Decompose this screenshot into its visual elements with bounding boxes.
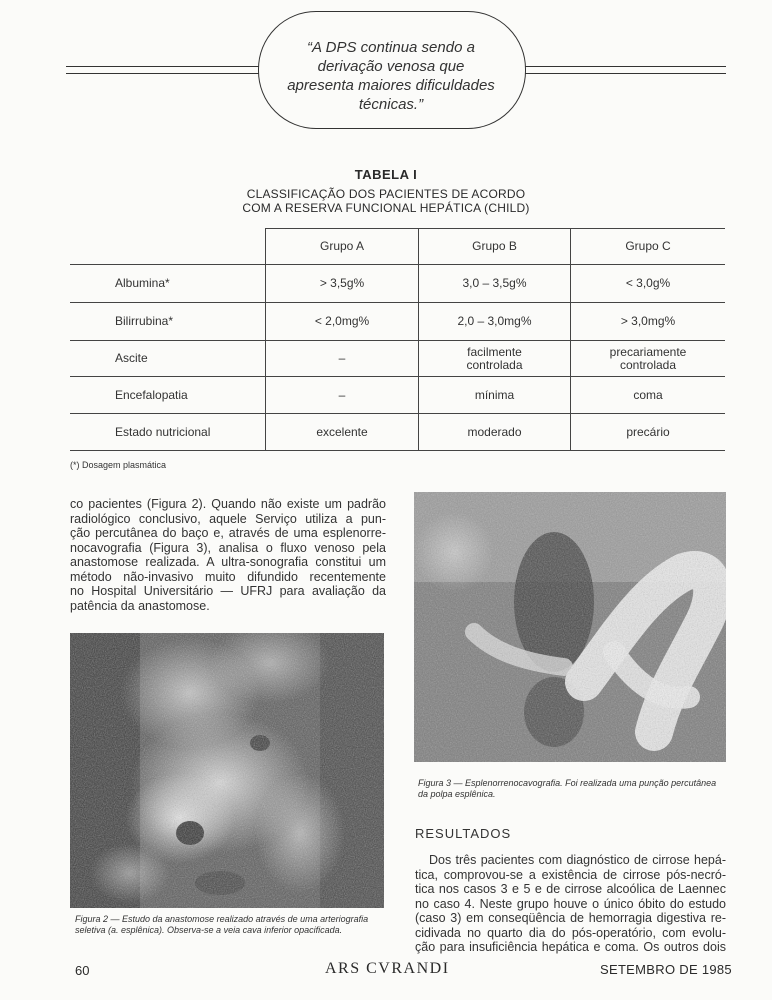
figure-3-radiograph (414, 492, 726, 762)
table-header-grupo-a: Grupo A (319, 239, 365, 253)
text-line: Dos três pacientes com diagnóstico de cirrose hepá- (429, 853, 726, 867)
text-line: co pacientes (Figura 2). Quando não existe um padrão (70, 497, 386, 511)
table-header-grupo-c: Grupo C (625, 239, 671, 253)
table-row-label: Estado nutricional (115, 424, 211, 439)
table-cell: – (338, 387, 346, 402)
table-footnote: (*) Dosagem plasmática (70, 460, 167, 470)
table-cell: moderado (467, 424, 522, 439)
table-cell: > 3,5g% (319, 276, 365, 290)
text-line: radiológico conclusivo, aquele Serviço utiliza a pun- (70, 511, 386, 526)
issue-date: SETEMBRO DE 1985 (600, 962, 732, 977)
table-cell: < 3,0g% (625, 276, 671, 290)
text-line: (caso 3) em conseqüência de hemorragia digestiva re- (415, 911, 726, 925)
figure-2-caption: Figura 2 — Estudo da anastomose realizado através de uma arteriografia seletiva (a. esplênica). Observa-se a veia cava inferior opacificada. (75, 914, 369, 935)
text-line: anastomose realizada. A ultra-sonografia constitui um (70, 555, 386, 569)
table-cell: facilmente controlada (466, 344, 523, 372)
pull-quote: “A DPS continua sendo a derivação venosa que apresenta maiores dificuldades técnicas.” (287, 39, 495, 113)
table-cell: > 3,0mg% (620, 314, 676, 328)
table-title: TABELA I (354, 167, 418, 182)
journal-name: ARS CVRANDI (325, 960, 450, 977)
figure-2-radiograph (70, 633, 384, 908)
table-cell: 2,0 – 3,0mg% (457, 314, 532, 328)
table-cell: – (338, 351, 346, 365)
table-row-label: Ascite (115, 351, 148, 365)
figure-3-caption: Figura 3 — Esplenorrenocavografia. Foi realizada uma punção percutânea da polpa esplênica. (418, 778, 717, 799)
table-cell: < 2,0mg% (314, 314, 370, 328)
results-heading: RESULTADOS (415, 826, 512, 841)
page-number: 60 (75, 963, 90, 978)
table-subtitle-line1: CLASSIFICAÇÃO DOS PACIENTES DE ACORDO (246, 187, 526, 201)
table-subtitle (0, 187, 772, 215)
table-row-label: Albumina* (115, 276, 170, 290)
text-line: patência da anastomose. (70, 598, 210, 613)
table-header-grupo-b: Grupo B (472, 239, 517, 253)
text-line: no caso 4. Neste grupo houve o único óbito do estudo (415, 896, 726, 911)
text-line: tica, comprovou-se a existência de cirrose pós-necró- (415, 867, 726, 882)
table-row-label: Encefalopatia (115, 387, 188, 402)
text-line: nocavografia (Figura 3), analisa o fluxo venoso pela (70, 540, 386, 555)
text-line: tica nos casos 3 e 5 e de cirrose alcoólica de Laennec (415, 882, 726, 896)
text-line: ção percutânea do baço e, através de uma esplenorre- (70, 526, 386, 540)
body-paragraph-left (70, 497, 386, 613)
table-cell: 3,0 – 3,5g% (462, 276, 527, 290)
table-cell: coma (633, 387, 663, 402)
body-paragraph-results (415, 853, 726, 955)
table-cell: excelente (316, 424, 368, 439)
table-cell: mínima (474, 387, 515, 402)
text-line: ção para insuficiência hepática e coma. Os outros dois (415, 940, 726, 954)
table-row-label: Bilirrubina* (115, 314, 174, 328)
text-line: no Hospital Universitário — UFRJ para avaliação da (70, 584, 386, 598)
table-cell: precário (626, 424, 670, 439)
table-cell: precariamente controlada (609, 344, 687, 372)
text-line: método não-invasivo muito difundido recentemente (70, 569, 386, 584)
table-subtitle-line2: COM A RESERVA FUNCIONAL HEPÁTICA (CHILD) (242, 201, 530, 215)
text-line: cidivada no quarto dia do pós-operatório, com evolu- (415, 925, 726, 940)
